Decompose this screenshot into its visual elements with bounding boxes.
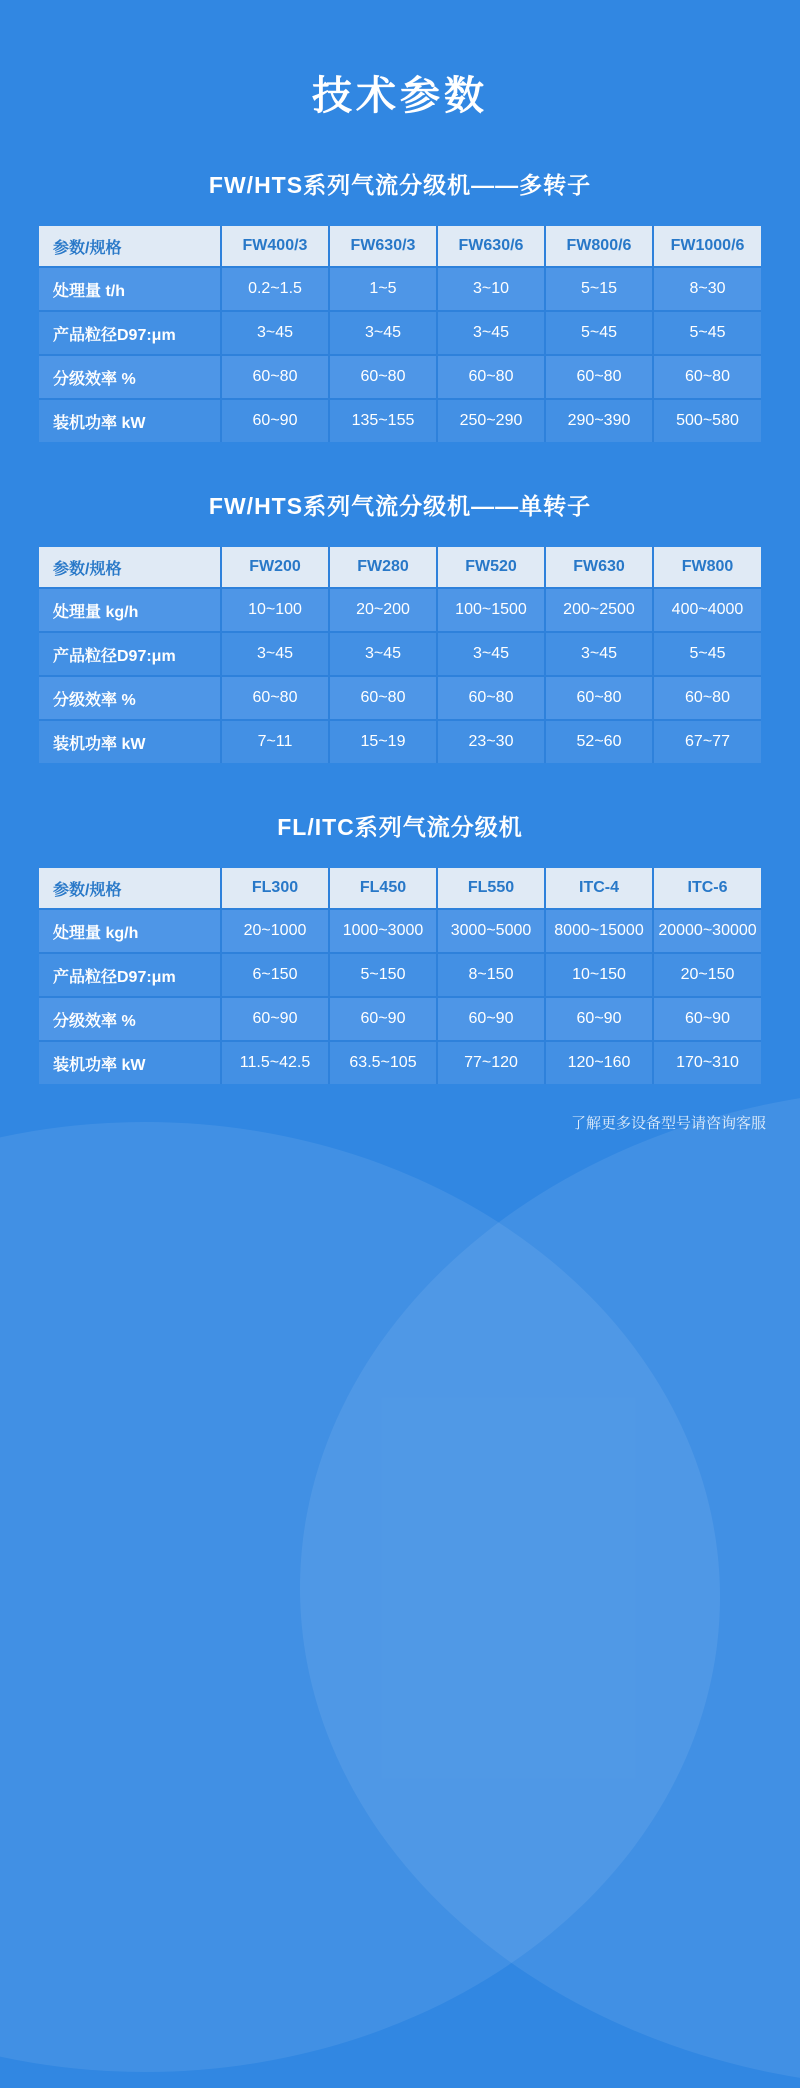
value-cell: 60~90 (653, 997, 761, 1041)
param-spec-header-cell: 参数/规格 (39, 226, 221, 267)
model-header-cell: FW800/6 (545, 226, 653, 267)
param-spec-header-cell: 参数/规格 (39, 547, 221, 588)
table-row (39, 311, 761, 355)
model-header-cell: FW630/6 (437, 226, 545, 267)
row-label-cell: 装机功率 kW (39, 720, 221, 763)
value-cell: 60~90 (437, 997, 545, 1041)
value-cell: 3~10 (437, 267, 545, 311)
model-header-cell: FL550 (437, 868, 545, 909)
section-fw-hts-multi-rotor (0, 167, 800, 442)
model-header-cell: FL300 (221, 868, 329, 909)
row-label-cell: 处理量 t/h (39, 267, 221, 311)
table-row (39, 676, 761, 720)
value-cell: 20~200 (329, 588, 437, 632)
value-cell: 60~80 (545, 676, 653, 720)
row-label-cell: 产品粒径D97:μm (39, 953, 221, 997)
model-header-cell: FW630 (545, 547, 653, 588)
value-cell: 3~45 (329, 632, 437, 676)
value-cell: 60~80 (437, 676, 545, 720)
table-row (39, 909, 761, 953)
spec-table-multi-rotor (39, 226, 761, 442)
value-cell: 1~5 (329, 267, 437, 311)
value-cell: 60~80 (653, 355, 761, 399)
value-cell: 5~45 (653, 632, 761, 676)
table-header-row (39, 226, 761, 267)
value-cell: 200~2500 (545, 588, 653, 632)
value-cell: 500~580 (653, 399, 761, 442)
model-header-cell: FW520 (437, 547, 545, 588)
value-cell: 5~45 (545, 311, 653, 355)
value-cell: 15~19 (329, 720, 437, 763)
value-cell: 135~155 (329, 399, 437, 442)
model-header-cell: ITC-4 (545, 868, 653, 909)
row-label-cell: 处理量 kg/h (39, 588, 221, 632)
value-cell: 8000~15000 (545, 909, 653, 953)
wave-decoration-right (300, 1088, 800, 2088)
value-cell: 1000~3000 (329, 909, 437, 953)
value-cell: 77~120 (437, 1041, 545, 1084)
value-cell: 250~290 (437, 399, 545, 442)
table-row (39, 588, 761, 632)
value-cell: 20000~30000 (653, 909, 761, 953)
row-label-cell: 产品粒径D97:μm (39, 632, 221, 676)
model-header-cell: FW800 (653, 547, 761, 588)
value-cell: 3~45 (221, 311, 329, 355)
section-title-multi-rotor: FW/HTS系列气流分级机——多转子 (208, 172, 592, 198)
value-cell: 5~15 (545, 267, 653, 311)
value-cell: 3~45 (545, 632, 653, 676)
table-row (39, 1041, 761, 1084)
param-spec-header-cell: 参数/规格 (39, 868, 221, 909)
section-title-fl-itc: FL/ITC系列气流分级机 (277, 814, 523, 840)
value-cell: 3~45 (437, 632, 545, 676)
value-cell: 7~11 (221, 720, 329, 763)
value-cell: 170~310 (653, 1041, 761, 1084)
value-cell: 5~45 (653, 311, 761, 355)
value-cell: 290~390 (545, 399, 653, 442)
value-cell: 11.5~42.5 (221, 1041, 329, 1084)
value-cell: 3000~5000 (437, 909, 545, 953)
value-cell: 120~160 (545, 1041, 653, 1084)
value-cell: 60~80 (221, 355, 329, 399)
value-cell: 20~150 (653, 953, 761, 997)
section-fw-hts-single-rotor (0, 488, 800, 763)
value-cell: 67~77 (653, 720, 761, 763)
model-header-cell: FW400/3 (221, 226, 329, 267)
model-header-cell: ITC-6 (653, 868, 761, 909)
table-header-row (39, 868, 761, 909)
wave-decoration-left (0, 1122, 720, 2072)
value-cell: 60~80 (653, 676, 761, 720)
model-header-cell: FW630/3 (329, 226, 437, 267)
spec-table-fl-itc (39, 868, 761, 1084)
table-row (39, 953, 761, 997)
value-cell: 60~90 (545, 997, 653, 1041)
value-cell: 3~45 (329, 311, 437, 355)
value-cell: 23~30 (437, 720, 545, 763)
value-cell: 60~80 (329, 676, 437, 720)
page-title: 技术参数 (312, 74, 488, 118)
value-cell: 60~80 (221, 676, 329, 720)
value-cell: 0.2~1.5 (221, 267, 329, 311)
value-cell: 10~100 (221, 588, 329, 632)
value-cell: 60~80 (545, 355, 653, 399)
row-label-cell: 装机功率 kW (39, 399, 221, 442)
table-row (39, 355, 761, 399)
table-row (39, 997, 761, 1041)
value-cell: 3~45 (437, 311, 545, 355)
row-label-cell: 处理量 kg/h (39, 909, 221, 953)
value-cell: 3~45 (221, 632, 329, 676)
spec-table-single-rotor (39, 547, 761, 763)
section-title-single-rotor: FW/HTS系列气流分级机——单转子 (208, 493, 592, 519)
table-row (39, 267, 761, 311)
row-label-cell: 分级效率 % (39, 676, 221, 720)
value-cell: 60~80 (329, 355, 437, 399)
value-cell: 5~150 (329, 953, 437, 997)
model-header-cell: FL450 (329, 868, 437, 909)
model-header-cell: FW280 (329, 547, 437, 588)
value-cell: 10~150 (545, 953, 653, 997)
table-row (39, 720, 761, 763)
model-header-cell: FW200 (221, 547, 329, 588)
model-header-cell: FW1000/6 (653, 226, 761, 267)
value-cell: 8~30 (653, 267, 761, 311)
value-cell: 60~90 (221, 997, 329, 1041)
table-header-row (39, 547, 761, 588)
value-cell: 6~150 (221, 953, 329, 997)
value-cell: 52~60 (545, 720, 653, 763)
row-label-cell: 分级效率 % (39, 355, 221, 399)
value-cell: 20~1000 (221, 909, 329, 953)
row-label-cell: 装机功率 kW (39, 1041, 221, 1084)
value-cell: 60~80 (437, 355, 545, 399)
value-cell: 8~150 (437, 953, 545, 997)
value-cell: 60~90 (221, 399, 329, 442)
section-fl-itc (0, 809, 800, 1084)
value-cell: 63.5~105 (329, 1041, 437, 1084)
footer-note: 了解更多设备型号请咨询客服 (570, 1115, 766, 1132)
value-cell: 100~1500 (437, 588, 545, 632)
row-label-cell: 产品粒径D97:μm (39, 311, 221, 355)
table-row (39, 632, 761, 676)
table-row (39, 399, 761, 442)
row-label-cell: 分级效率 % (39, 997, 221, 1041)
value-cell: 60~90 (329, 997, 437, 1041)
value-cell: 400~4000 (653, 588, 761, 632)
